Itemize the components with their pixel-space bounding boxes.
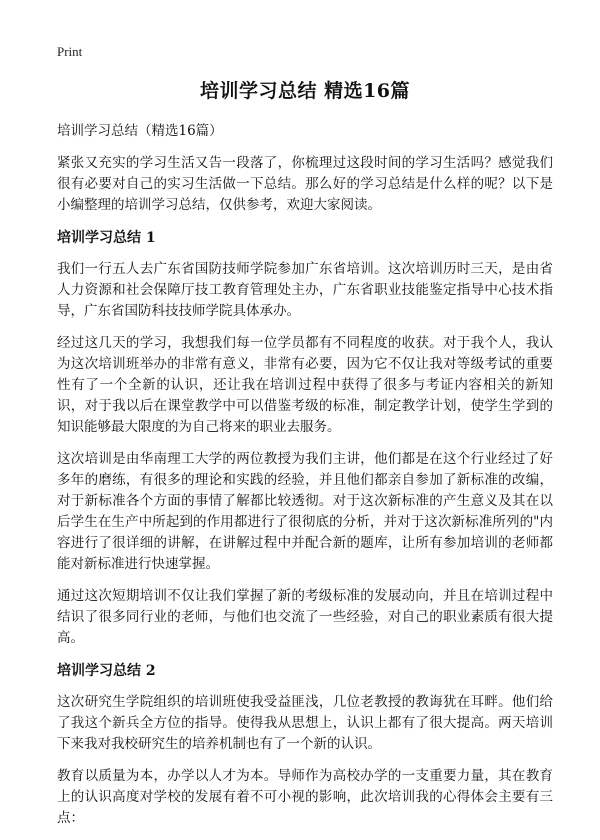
paragraph: 教育以质量为本，办学以人才为本。导师作为高校办学的一支重要力量，其在教育上的认识高度对学校的发展有着不可小视的影响，此次培训我的心得体会主要有三点： [57, 768, 553, 826]
paragraph: 我们一行五人去广东省国防技师学院参加广东省培训。这次培训历时三天，是由省人力资源和社会保障厅技工教育管理处主办，广东省职业技能鉴定指导中心技术指导，广东省国防科技技师学院具体承办。 [57, 261, 553, 319]
paragraph: 这次培训是由华南理工大学的两位教授为我们主讲，他们都是在这个行业经过了好多年的磨练，有很多的理论和实践的经验，并且他们都亲自参加了新标准的改编，对于新标准各个方面的事情了解都比较透彻。对于这次新标准的产生意义及其在以后学生在生产中所起到的作用都进行了很彻底的分析，并对于这次新标准所列的"内容进行了很详细的讲解，在讲解过程中并配合新的题库，让所有参加培训的老师都能对新标准进行快速掌握。 [57, 451, 553, 572]
section-2 [57, 660, 553, 829]
intro-paragraph: 紧张又充实的学习生活又告一段落了，你梳理过这段时间的学习生活吗？感觉我们很有必要对自己的实习生活做一下总结。那么好的学习总结是什么样的呢？以下是小编整理的培训学习总结，仅供参考，欢迎大家阅读。 [57, 155, 553, 213]
page-title: 培训学习总结 精选16篇 [199, 80, 411, 102]
section-heading: 培训学习总结 1 [57, 230, 156, 246]
paragraph: 这次研究生学院组织的培训班使我受益匪浅，几位老教授的教诲犹在耳畔。他们给了我这个新兵全方位的指导。使得我从思想上，认识上都有了很大提高。两天培训下来我对我校研究生的培养机制也有了一个新的认识。 [57, 694, 553, 752]
paragraph: 通过这次短期培训不仅让我们掌握了新的考级标准的发展动向，并且在培训过程中结识了很多同行业的老师，与他们也交流了一些经验，对自己的职业素质有很大提高。 [57, 588, 553, 646]
print-link[interactable]: Print [57, 44, 83, 59]
document-subtitle: 培训学习总结（精选16篇） [57, 123, 223, 139]
paragraph: 经过这几天的学习，我想我们每一位学员都有不同程度的收获。对于我个人，我认为这次培训班举办的非常有意义，非常有必要，因为它不仅让我对等级考试的重要性有了一个全新的认识，还让我在培训过程中获得了很多与考证内容相关的新知识，对于我以后在课堂教学中可以借鉴考级的标准，制定教学计划，使学生学到的知识能够最大限度的为自己将来的职业去服务。 [57, 335, 553, 435]
section-1 [57, 227, 553, 649]
section-heading: 培训学习总结 2 [57, 663, 156, 679]
document-page [57, 78, 553, 840]
